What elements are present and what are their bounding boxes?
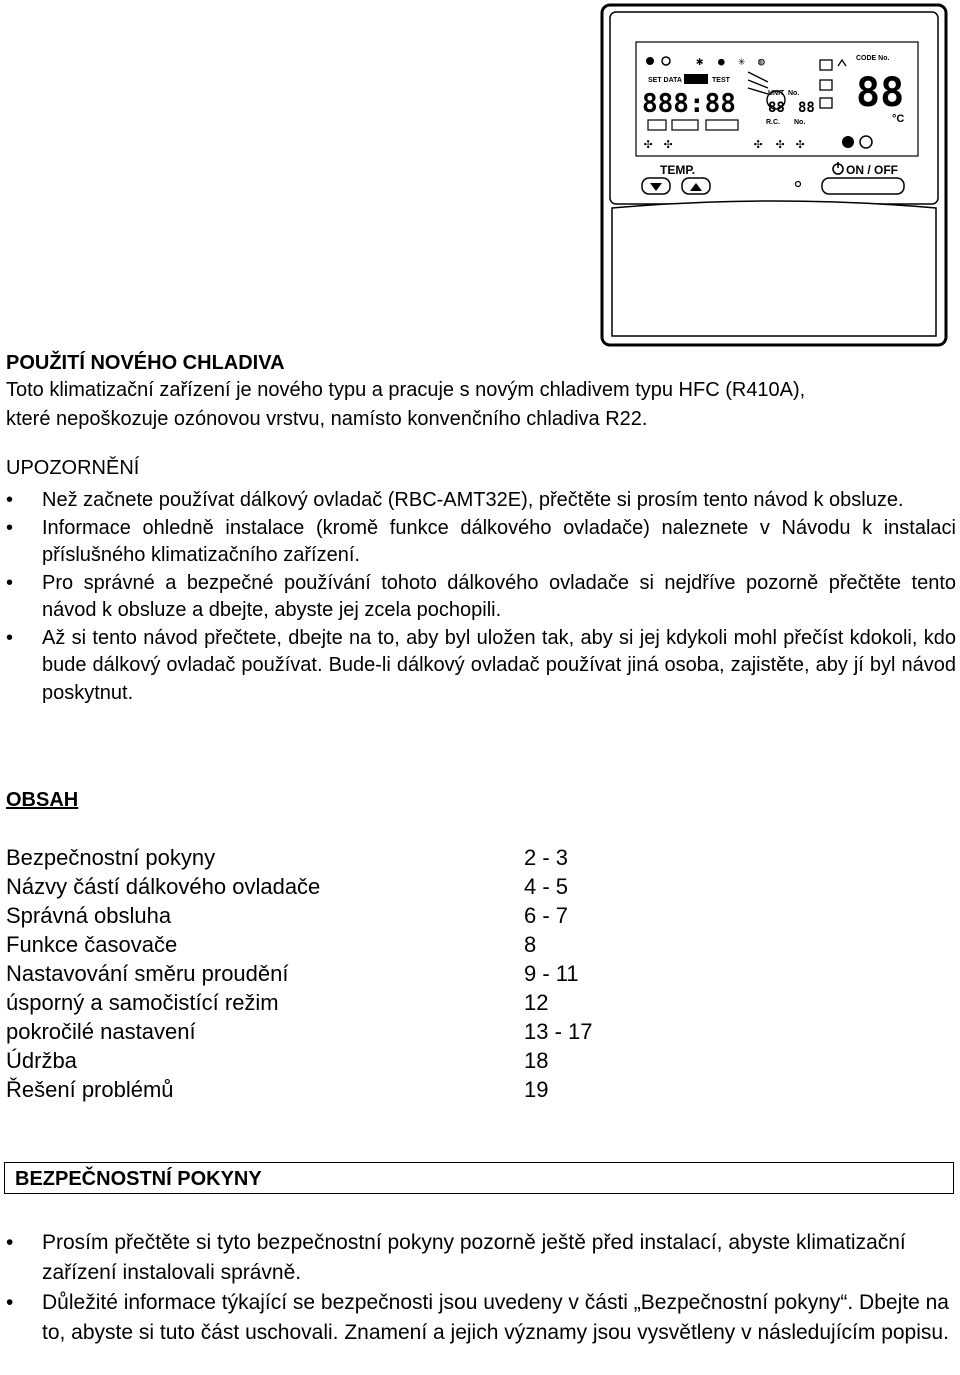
- no-label-2: No.: [794, 119, 806, 126]
- warning-item-text: Pro správné a bezpečné používání tohoto dálkového ovladače si nejdříve pozorně přečtěte tento návod k obsluze a dbejte, abyste jej zcela pochopili.: [42, 571, 956, 621]
- svg-text:✣: ✣: [664, 136, 673, 152]
- svg-text:✣: ✣: [754, 136, 763, 152]
- warning-item: [6, 570, 956, 625]
- contents-title: OBSAH: [6, 789, 79, 811]
- svg-text:88: 88: [798, 100, 815, 116]
- temp-label: TEMP.: [660, 163, 696, 177]
- toc-row[interactable]: [6, 1017, 646, 1046]
- safety-item: [6, 1288, 956, 1347]
- svg-text:✣: ✣: [796, 136, 805, 152]
- bullet-icon: •: [6, 571, 14, 594]
- intro-line-2: které nepoškozuje ozónovou vrstvu, namísto konvenčního chladiva R22.: [6, 408, 648, 430]
- toc-entry-pages: 6 - 7: [524, 903, 569, 928]
- warning-item-text: Než začnete používat dálkový ovladač (RBC-AMT32E), přečtěte si prosím tento návod k obsluze.: [42, 489, 904, 511]
- toc-entry-name: úsporný a samočistící režim: [6, 990, 279, 1015]
- safety-heading-box: [4, 1162, 954, 1194]
- on-off-button[interactable]: [822, 178, 904, 194]
- bullet-icon: •: [6, 516, 14, 539]
- toc-row[interactable]: [6, 959, 646, 988]
- toc-entry-name: Funkce časovače: [6, 932, 178, 957]
- warning-list: [6, 487, 956, 707]
- code-no-label: CODE No.: [856, 55, 890, 62]
- bullet-icon: •: [6, 626, 14, 649]
- svg-text:✣: ✣: [776, 136, 785, 152]
- toc-entry-name: Správná obsluha: [6, 903, 172, 928]
- toc-row[interactable]: [6, 901, 646, 930]
- toc-row[interactable]: [6, 1075, 646, 1104]
- toc-entry-name: Názvy částí dálkového ovladače: [6, 874, 321, 899]
- toc-row[interactable]: [6, 930, 646, 959]
- toc-entry-name: pokročilé nastavení: [6, 1019, 196, 1044]
- intro-line-1: Toto klimatizační zařízení je nového typu a pracuje s novým chladivem typu HFC (R410A),: [6, 379, 806, 401]
- toc-entry-name: Nastavování směru proudění: [6, 961, 289, 986]
- warning-title: UPOZORNĚNÍ: [6, 457, 140, 479]
- warning-item-text: Až si tento návod přečtete, dbejte na to, aby byl uložen tak, aby si jej kdykoli mohl přečíst kdokoli, kdo bude dálkový ovladač používat. Bude-li dálkový ovladač používat jiná osoba, zajistěte, aby jí byl návod poskytnut.: [42, 626, 956, 704]
- svg-text:✣: ✣: [644, 136, 653, 152]
- safety-item-text: Důležité informace týkající se bezpečnosti jsou uvedeny v části „Bezpečnostní pokyny“. Dbejte na to, abyste si tuto část uschovali. Znamení a jejich významy jsou vysvětleny v následujícím popisu.: [42, 1291, 949, 1344]
- warning-item: [6, 487, 956, 515]
- lcd-time-digits: 888:88: [642, 89, 736, 119]
- warning-item: [6, 625, 956, 708]
- safety-list: [6, 1228, 956, 1348]
- lcd-temp-digits: 88: [856, 70, 905, 116]
- toc-entry-pages: 4 - 5: [524, 874, 569, 899]
- no-label-1: No.: [788, 90, 800, 97]
- remote-controller-illustration: [598, 2, 950, 348]
- toc-row[interactable]: [6, 988, 646, 1017]
- toc-entry-pages: 9 - 11: [524, 961, 579, 986]
- svg-text:●: ●: [718, 55, 725, 68]
- intro-section: [6, 350, 956, 434]
- toc-entry-pages: 12: [524, 990, 549, 1015]
- toc-entry-name: Řešení problémů: [6, 1077, 174, 1102]
- celsius-label: °C: [892, 113, 905, 125]
- svg-text:✳: ✳: [738, 54, 746, 68]
- on-off-label: ON / OFF: [846, 163, 898, 177]
- bullet-icon: •: [6, 489, 14, 511]
- warning-item-text: Informace ohledně instalace (kromě funkce dálkového ovladače) naleznete v Návodu k instalaci příslušného klimatizačního zařízení.: [42, 516, 956, 566]
- svg-text:✱: ✱: [696, 54, 704, 68]
- toc-row[interactable]: [6, 843, 646, 872]
- bullet-icon: •: [6, 1231, 14, 1254]
- intro-title: POUŽITÍ NOVÉHO CHLADIVA: [6, 352, 285, 374]
- rc-label: R.C.: [766, 119, 780, 126]
- bullet-icon: •: [6, 1291, 14, 1314]
- toc-entry-name: Bezpečnostní pokyny: [6, 845, 216, 870]
- svg-text:◍: ◍: [758, 55, 765, 68]
- toc-row[interactable]: [6, 1046, 646, 1075]
- safety-title: BEZPEČNOSTNÍ POKYNY: [15, 1168, 262, 1190]
- toc-entry-pages: 8: [524, 932, 537, 957]
- toc-entry-pages: 2 - 3: [524, 845, 569, 870]
- toc-entry-pages: 18: [524, 1048, 549, 1073]
- toc-entry-pages: 19: [524, 1077, 549, 1102]
- test-label: TEST: [712, 77, 730, 84]
- toc-entry-name: Údržba: [6, 1048, 77, 1073]
- safety-item: [6, 1228, 956, 1287]
- unit-label: UNIT: [768, 90, 785, 97]
- remote-lower-cover: [612, 201, 936, 336]
- toc-row[interactable]: [6, 872, 646, 901]
- safety-item-text: Prosím přečtěte si tyto bezpečnostní pokyny pozorně ještě před instalací, abyste klimatizační zařízení instalovali správně.: [42, 1231, 906, 1284]
- warning-item: [6, 515, 956, 570]
- table-of-contents: [6, 843, 646, 1104]
- svg-text:88: 88: [768, 100, 785, 116]
- set-data-label: SET DATA: [648, 77, 682, 84]
- toc-entry-pages: 13 - 17: [524, 1019, 593, 1044]
